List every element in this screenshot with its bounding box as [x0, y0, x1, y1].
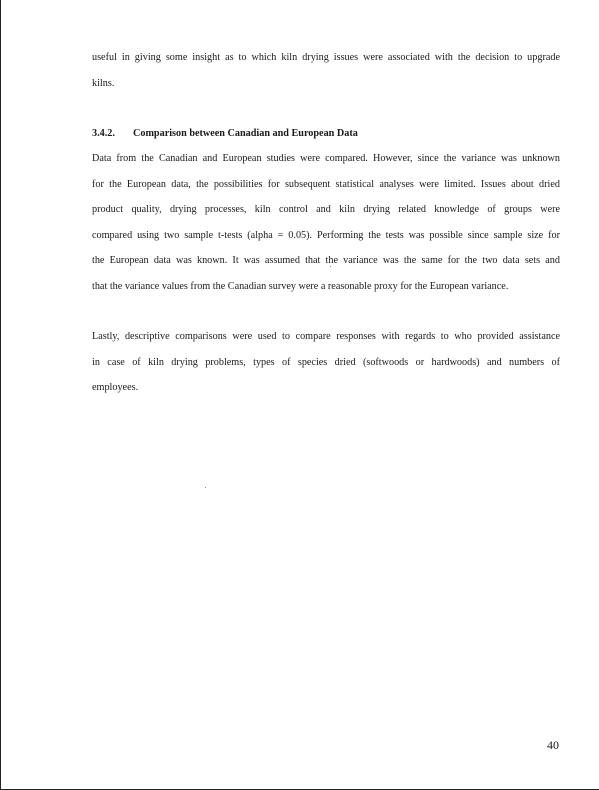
paragraph-line: Lastly, descriptive comparisons were used to compare responses with regards to who provided assistance — [92, 331, 560, 342]
paragraph-comparison — [92, 146, 560, 299]
section-title: Comparison between Canadian and European Data — [133, 128, 358, 139]
paragraph-line: compared using two sample t-tests (alpha = 0.05). Performing the tests was possible since sample size for — [92, 229, 560, 241]
paragraph-descriptive — [92, 324, 560, 401]
paragraph-line: kilns. — [92, 77, 115, 89]
paragraph-continuation — [92, 45, 560, 96]
section-number: 3.4.2. — [92, 128, 115, 139]
paragraph-line: Data from the Canadian and European studies were compared. However, since the variance was unknown — [92, 153, 560, 164]
scan-speck — [330, 266, 331, 267]
paragraph-line: for the European data, the possibilities for subsequent statistical analyses were limited. Issues about dried — [92, 178, 560, 190]
paragraph-line: that the variance values from the Canadian survey were a reasonable proxy for the European variance. — [92, 280, 509, 292]
section-heading — [92, 121, 560, 147]
paragraph-line: employees. — [92, 382, 139, 393]
paragraph-line: useful in giving some insight as to which kiln drying issues were associated with the decision to upgrade — [92, 52, 560, 63]
scan-speck — [205, 487, 206, 488]
page-number: 40 — [547, 738, 559, 752]
paragraph-line: product quality, drying processes, kiln control and kiln drying related knowledge of groups were — [92, 204, 560, 215]
paragraph-line: in case of kiln drying problems, types of species dried (softwoods or hardwoods) and numbers of — [92, 356, 560, 368]
paragraph-line: the European data was known. It was assumed that the variance was the same for the two data sets and — [92, 255, 560, 266]
